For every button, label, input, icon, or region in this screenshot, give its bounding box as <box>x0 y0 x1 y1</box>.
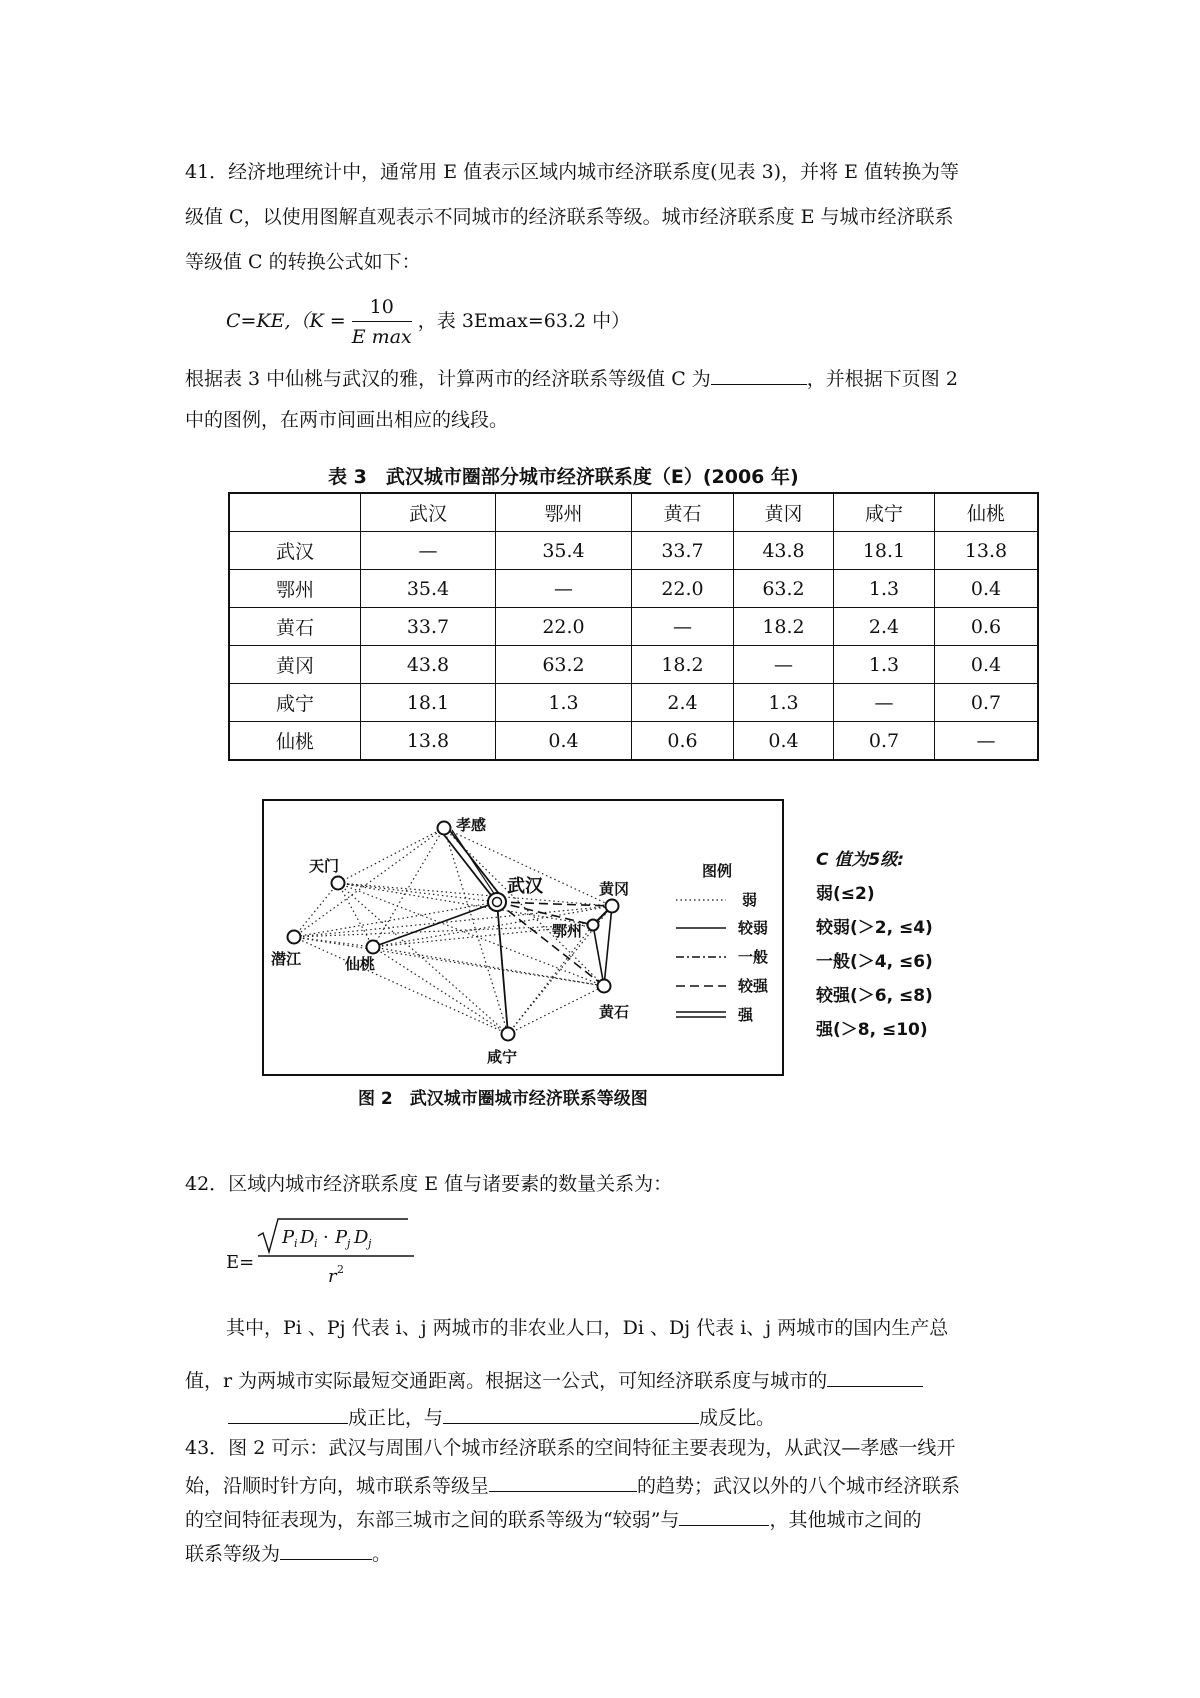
city-node-xiantao <box>367 941 380 954</box>
table-cell: 35.4 <box>496 532 632 570</box>
table-cell: — <box>361 532 496 570</box>
legend-label-strong: 强 <box>738 1006 754 1024</box>
link-line <box>373 947 604 986</box>
table-cell: — <box>935 722 1039 761</box>
table-cell: 1.3 <box>834 570 935 608</box>
q43-line-3 <box>185 1507 921 1530</box>
q42-line-1: 42．区域内城市经济联系度 E 值与诸要素的数量关系为： <box>185 1173 673 1195</box>
formula-r: r <box>328 1266 337 1287</box>
link-line <box>508 925 593 1034</box>
link-line <box>294 828 444 937</box>
table-header-cell: 黄石 <box>632 493 734 532</box>
table-row-label: 咸宁 <box>229 684 361 722</box>
sqrt-sign <box>258 1219 408 1252</box>
table-cell: 0.4 <box>935 646 1039 684</box>
q41-line-2: 级值 C，以使用图解直观表示不同城市的经济联系等级。城市经济联系度 E 与城市经济联系 <box>185 206 954 228</box>
city-label-xiantao: 仙桃 <box>345 955 376 973</box>
city-node-huanggang <box>606 900 619 913</box>
table-row-label: 鄂州 <box>229 570 361 608</box>
formula-denominator: E max <box>351 326 412 348</box>
link-line <box>294 925 593 937</box>
city-label-ezhou: 鄂州 <box>552 922 583 940</box>
table-cell: 63.2 <box>734 570 834 608</box>
table-cell: — <box>632 608 734 646</box>
q43-line-3-a: 的空间特征表现为，东部三城市之间的联系等级为“较弱”与 <box>185 1509 680 1531</box>
table-cell: 35.4 <box>361 570 496 608</box>
table-cell: 18.2 <box>632 646 734 684</box>
formula-sub-i: i <box>314 1237 318 1250</box>
table-cell: 43.8 <box>361 646 496 684</box>
link-line <box>338 883 497 902</box>
formula-exp-2: 2 <box>337 1263 344 1276</box>
legend-label-fairly-weak: 较弱 <box>738 919 769 937</box>
formula-numerator: 10 <box>352 296 412 322</box>
answer-blank-42a[interactable] <box>827 1368 923 1387</box>
table-cell: 0.7 <box>834 722 935 761</box>
q43-line-4-a: 联系等级为 <box>185 1543 281 1565</box>
q41-line-1: 41．经济地理统计中，通常用 E 值表示区域内城市经济联系度(见表 3)，并将 E 值转换为等 <box>185 161 960 183</box>
q42-line-4 <box>185 1368 923 1391</box>
q43-line-4 <box>185 1541 391 1564</box>
c-levels-list <box>816 845 933 1049</box>
formula-e-label: E= <box>226 1252 255 1273</box>
formula-d: D <box>300 1227 315 1248</box>
table-cell: 13.8 <box>935 532 1039 570</box>
formula-sub-j: j <box>347 1237 351 1250</box>
legend-label-medium: 一般 <box>738 948 769 966</box>
table-cell: 2.4 <box>632 684 734 722</box>
city-label-wuhan: 武汉 <box>507 876 543 897</box>
c-level-item: 强(＞8, ≤10) <box>816 1020 928 1040</box>
formula-sub-j: j <box>368 1237 372 1250</box>
formula-sub-i: i <box>294 1237 298 1250</box>
table-cell: 2.4 <box>834 608 935 646</box>
figure-frame <box>263 800 783 1075</box>
link-wuhan-huangshi <box>497 902 604 986</box>
link-line <box>294 937 604 986</box>
formula-d: D <box>354 1227 369 1248</box>
q43-line-2 <box>185 1473 960 1496</box>
table-cell: 43.8 <box>734 532 834 570</box>
q43-line-2-a: 始，沿顺时针方向，城市联系等级呈 <box>185 1475 490 1497</box>
legend-label-weak: 弱 <box>742 891 758 909</box>
table-cell: 18.1 <box>361 684 496 722</box>
formula-e-fraction <box>256 1218 416 1290</box>
q42-line-4-text: 值，r 为两城市实际最短交通距离。根据这一公式，可知经济联系度与城市的 <box>185 1370 828 1392</box>
q42-line-3: 其中，Pi 、Pj 代表 i、j 两城市的非农业人口，Di 、Dj 代表 i、j 两城市的国内生产总 <box>226 1317 949 1339</box>
c-levels-title: C 值为5级: <box>816 850 905 870</box>
city-node-xianning <box>502 1028 515 1041</box>
link-line <box>373 947 508 1034</box>
link-strong-a <box>441 831 494 899</box>
q41-line-5-b: ，并根据下页图 2 <box>806 368 958 390</box>
table-cell: — <box>734 646 834 684</box>
q43-line-1: 43．图 2 可示：武汉与周围八个城市经济联系的空间特征主要表现为，从武汉—孝感一线开 <box>185 1437 956 1459</box>
table-cell: 18.1 <box>834 532 935 570</box>
table-row-label: 仙桃 <box>229 722 361 761</box>
table-cell: 1.3 <box>734 684 834 722</box>
link-line <box>444 828 508 1034</box>
table-header-cell: 仙桃 <box>935 493 1039 532</box>
table-3-title: 表 3 武汉城市圈部分城市经济联系度（E）(2006 年) <box>328 466 799 488</box>
table-cell: 63.2 <box>496 646 632 684</box>
table-cell: 0.4 <box>496 722 632 761</box>
city-node-xiaogan <box>438 822 451 835</box>
answer-blank-42b[interactable] <box>228 1405 348 1424</box>
table-header-cell: 黄冈 <box>734 493 834 532</box>
q41-line-3: 等级值 C 的转换公式如下： <box>185 251 421 273</box>
answer-blank-43b[interactable] <box>679 1507 769 1526</box>
table-cell: 1.3 <box>834 646 935 684</box>
link-line <box>508 986 604 1034</box>
table-cell: 22.0 <box>632 570 734 608</box>
table-cell: 18.2 <box>734 608 834 646</box>
table-cell: 33.7 <box>361 608 496 646</box>
c-level-item: 弱(≤2) <box>816 884 875 904</box>
formula-c-left: C=KE,（K = <box>226 310 346 332</box>
link-line <box>294 937 373 947</box>
table-cell: 0.4 <box>734 722 834 761</box>
city-label-xianning: 咸宁 <box>487 1048 518 1066</box>
q41-line-6: 中的图例，在两市间画出相应的线段。 <box>185 409 509 431</box>
city-node-huangshi <box>598 980 611 993</box>
answer-blank-43c[interactable] <box>280 1541 372 1560</box>
table-cell: 0.7 <box>935 684 1039 722</box>
city-node-tianmen <box>332 877 345 890</box>
c-level-item: 较强(＞6, ≤8) <box>816 986 933 1006</box>
table-cell: 0.6 <box>632 722 734 761</box>
formula-c-right: ，表 3Emax=63.2 中） <box>417 310 631 332</box>
table-header-cell: 鄂州 <box>496 493 632 532</box>
answer-blank-42c[interactable] <box>443 1405 699 1424</box>
c-level-item: 一般(＞4, ≤6) <box>816 952 933 972</box>
link-line <box>338 883 373 947</box>
formula-p: P <box>282 1227 295 1248</box>
q43-line-4-b: 。 <box>372 1543 392 1565</box>
q42-line-5 <box>228 1405 775 1428</box>
city-label-huangshi: 黄石 <box>599 1003 630 1021</box>
link-line <box>373 828 444 947</box>
legend-title: 图例 <box>702 862 733 880</box>
table-header-cell: 武汉 <box>361 493 496 532</box>
table-cell: 22.0 <box>496 608 632 646</box>
city-label-tianmen: 天门 <box>309 857 340 875</box>
city-node-qianjiang <box>288 931 301 944</box>
link-strong-c <box>452 830 497 898</box>
link-line <box>294 883 338 937</box>
answer-blank-43a[interactable] <box>489 1473 637 1492</box>
formula-dot: · <box>323 1227 329 1248</box>
link-line <box>444 828 604 986</box>
legend-label-fairly-strong: 较强 <box>738 977 769 995</box>
q42-line-5-a: 成正比，与 <box>348 1407 444 1429</box>
table-cell: 13.8 <box>361 722 496 761</box>
q42-line-5-b: 成反比。 <box>699 1407 776 1429</box>
city-node-wuhan-inner <box>493 898 502 907</box>
table-header-cell: 咸宁 <box>834 493 935 532</box>
city-label-huanggang: 黄冈 <box>599 880 630 898</box>
q43-line-2-b: 的趋势；武汉以外的八个城市经济联系 <box>637 1475 961 1497</box>
q41-line-5-a: 根据表 3 中仙桃与武汉的雅，计算两市的经济联系等级值 C 为 <box>185 368 711 390</box>
table-cell: 1.3 <box>496 684 632 722</box>
table-cell: 0.6 <box>935 608 1039 646</box>
link-strong-b <box>447 827 500 895</box>
link-huanggang-huangshi <box>604 906 612 986</box>
q43-line-3-b: ，其他城市之间的 <box>769 1509 922 1531</box>
table-cell: 0.4 <box>935 570 1039 608</box>
table-row-label: 黄石 <box>229 608 361 646</box>
c-level-item: 较弱(＞2, ≤4) <box>816 918 933 938</box>
figure-2-caption: 图 2 武汉城市圈城市经济联系等级图 <box>358 1089 648 1109</box>
city-node-ezhou <box>588 920 599 931</box>
table-row-label: 黄冈 <box>229 646 361 684</box>
formula-p: P <box>335 1227 348 1248</box>
table-cell: — <box>496 570 632 608</box>
table-cell: — <box>834 684 935 722</box>
table-row-label: 武汉 <box>229 532 361 570</box>
link-line <box>294 902 497 937</box>
table-cell: 33.7 <box>632 532 734 570</box>
city-label-xiaogan: 孝感 <box>456 816 487 834</box>
city-label-qianjiang: 潜江 <box>271 950 302 968</box>
